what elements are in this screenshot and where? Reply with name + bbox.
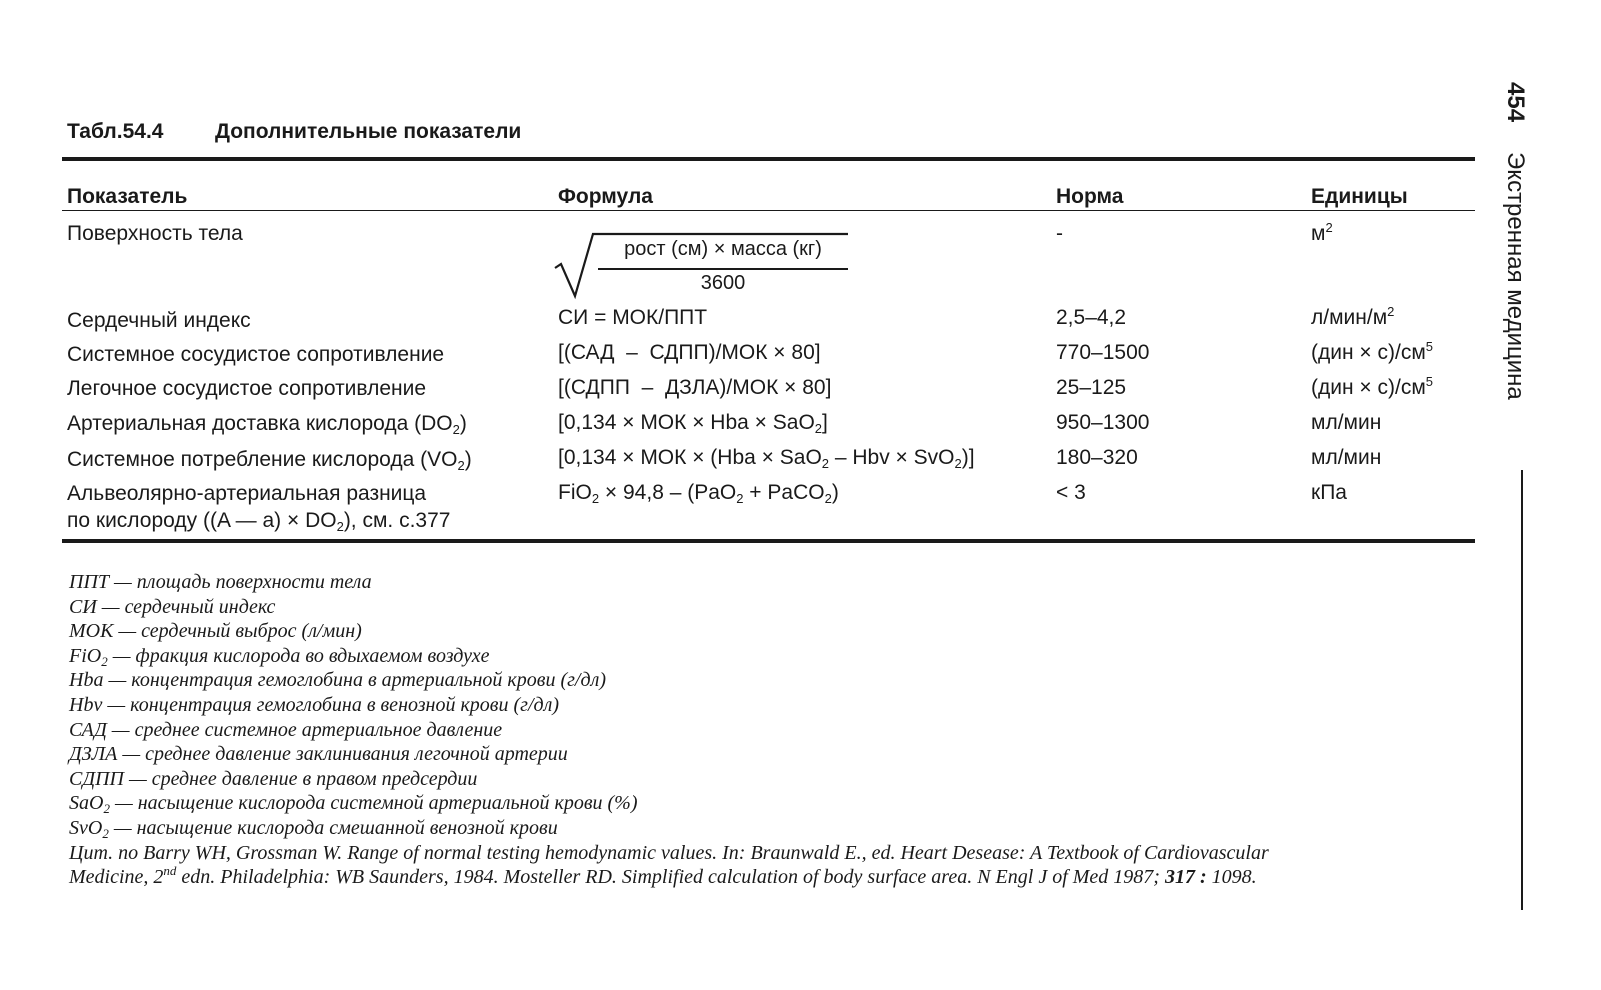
row-aa-norm: < 3 xyxy=(1056,481,1086,504)
table-title: Дополнительные показатели xyxy=(215,120,522,143)
subscript: 2 xyxy=(591,491,600,506)
superscript: nd xyxy=(163,863,177,879)
text: [0,134 × МОК × Hba × SaO xyxy=(558,411,815,434)
text: × 94,8 – (PaO xyxy=(599,481,737,504)
row-ci-formula: СИ = МОК/ППТ xyxy=(558,306,708,329)
subscript: 2 xyxy=(824,491,832,506)
row-do2-formula xyxy=(558,410,828,436)
note-hba: Hba — концентрация гемоглобина в артериальной крови (г/дл) xyxy=(69,669,606,692)
text: ] xyxy=(822,411,828,434)
unit-sup: 5 xyxy=(1425,374,1434,389)
table-caption xyxy=(67,120,521,144)
table-bottom-rule xyxy=(62,539,1475,543)
bsa-formula xyxy=(553,232,853,302)
text: – Hbv × SvO xyxy=(829,446,955,469)
row-svr-norm: 770–1500 xyxy=(1056,341,1150,364)
row-ci-norm: 2,5–4,2 xyxy=(1056,306,1127,329)
row-aa-formula xyxy=(558,480,839,506)
row-ci-name: Сердечный индекс xyxy=(67,309,251,332)
unit-sup: 2 xyxy=(1387,304,1395,319)
row-svr-unit xyxy=(1311,340,1433,366)
text: 1098. xyxy=(1211,866,1257,889)
unit-base: (дин × с)/см xyxy=(1311,376,1426,399)
text: [0,134 × МОК × (Hba × SaO xyxy=(558,446,822,469)
row-bsa-unit xyxy=(1311,221,1333,247)
section-title: Экстренная медицина xyxy=(1502,152,1529,400)
text: )] xyxy=(961,446,975,469)
text: Артериальная доставка кислорода (DO xyxy=(67,412,453,435)
note-mok: МОК — сердечный выброс (л/мин) xyxy=(69,620,362,643)
note-sdpp: СДПП — среднее давление в правом предсердии xyxy=(69,767,478,790)
text: Medicine, 2 xyxy=(69,866,164,889)
note-sad: САД — среднее системное артериальное давление xyxy=(69,718,503,741)
text: — фракция кислорода во вдыхаемом воздухе xyxy=(107,644,490,667)
note-fio2 xyxy=(69,644,1269,669)
row-vo2-norm: 180–320 xyxy=(1056,446,1138,469)
subscript: 2 xyxy=(101,653,108,669)
table-number: Табл.54.4 xyxy=(67,120,164,143)
row-svr-formula: [(САД – СДПП)/МОК × 80] xyxy=(558,341,821,364)
header-units: Единицы xyxy=(1311,185,1408,208)
row-vo2-formula xyxy=(558,445,975,471)
table-notes xyxy=(69,570,1269,890)
volume-number: 317 : xyxy=(1164,866,1212,889)
running-header-text xyxy=(1501,82,1529,400)
unit-base: (дин × с)/см xyxy=(1311,341,1426,364)
header-rule xyxy=(62,210,1475,211)
text: ) xyxy=(464,448,472,471)
text: — насыщение кислорода смешанной венозной крови xyxy=(108,816,558,839)
row-pvr-name: Легочное сосудистое сопротивление xyxy=(67,377,427,400)
subscript: 2 xyxy=(457,458,465,473)
text: SaO xyxy=(69,792,104,815)
unit-sup: 2 xyxy=(1325,220,1333,235)
note-si: СИ — сердечный индекс xyxy=(69,595,276,618)
text: ), см. с.377 xyxy=(343,509,451,532)
text: FiO xyxy=(558,481,592,504)
row-pvr-norm: 25–125 xyxy=(1056,376,1127,399)
subscript: 2 xyxy=(814,421,823,436)
subscript: 2 xyxy=(821,456,830,471)
row-do2-name xyxy=(67,411,467,437)
row-aa-unit: кПа xyxy=(1311,481,1347,504)
fraction-bar xyxy=(598,268,848,270)
row-vo2-name xyxy=(67,447,472,473)
row-pvr-unit xyxy=(1311,375,1433,401)
row-svr-name: Системное сосудистое сопротивление xyxy=(67,343,445,366)
citation-line1: Цит. по Barry WH, Grossman W. Range of normal testing hemodynamic values. In: Braunwald E., ed. Heart Desease: A Textbook of Cardiovascular xyxy=(69,841,1269,864)
text: Системное потребление кислорода (VO xyxy=(67,448,458,471)
bsa-formula-numerator: рост (см) × масса (кг) xyxy=(624,238,822,260)
page-number: 454 xyxy=(1502,82,1529,123)
running-header xyxy=(1495,82,1529,462)
note-hbv: Hbv — концентрация гемоглобина в венозной крови (г/дл) xyxy=(69,693,559,716)
text: + PaCO xyxy=(743,481,825,504)
citation-line2 xyxy=(69,865,1269,890)
text: ) xyxy=(459,412,467,435)
note-dzla: ДЗЛА — среднее давление заклинивания легочной артерии xyxy=(69,743,568,766)
unit-sup: 5 xyxy=(1425,339,1434,354)
row-do2-unit: мл/мин xyxy=(1311,411,1382,434)
row-bsa-norm: - xyxy=(1056,222,1063,245)
subscript: 2 xyxy=(452,422,460,437)
note-svo2 xyxy=(69,816,1269,841)
row-vo2-unit: мл/мин xyxy=(1311,446,1382,469)
row-aa-name-line1: Альвеолярно-артериальная разница xyxy=(67,482,427,505)
text: edn. Philadelphia: WB Saunders, 1984. Mosteller RD. Simplified calculation of body surface area. N Engl J of Med 1987; xyxy=(176,866,1165,889)
table-top-rule xyxy=(62,157,1475,161)
note-sao2 xyxy=(69,791,1269,816)
subscript: 2 xyxy=(336,519,344,534)
header-indicator: Показатель xyxy=(67,185,188,208)
bsa-formula-denominator: 3600 xyxy=(700,272,746,294)
subscript: 2 xyxy=(103,801,110,817)
row-aa-name-line2 xyxy=(67,508,450,534)
text: ) xyxy=(831,481,839,504)
subscript: 2 xyxy=(736,491,744,506)
text: — насыщение кислорода системной артериальной крови (%) xyxy=(109,792,638,815)
row-bsa-name: Поверхность тела xyxy=(67,222,243,245)
text: FiO xyxy=(69,644,102,667)
subscript: 2 xyxy=(954,456,962,471)
header-formula: Формула xyxy=(558,185,653,208)
subscript: 2 xyxy=(102,825,109,841)
row-pvr-formula: [(СДПП – ДЗЛА)/МОК × 80] xyxy=(558,376,832,399)
text: SvO xyxy=(69,816,103,839)
unit-base: м xyxy=(1311,222,1326,245)
note-ppt: ППТ — площадь поверхности тела xyxy=(69,571,372,593)
row-do2-norm: 950–1300 xyxy=(1056,411,1150,434)
unit-base: л/мин/м xyxy=(1311,306,1388,329)
margin-rule xyxy=(1521,470,1523,910)
header-norm: Норма xyxy=(1056,185,1124,208)
row-ci-unit xyxy=(1311,305,1394,331)
text: по кислороду ((A — a) × DO xyxy=(67,509,337,532)
